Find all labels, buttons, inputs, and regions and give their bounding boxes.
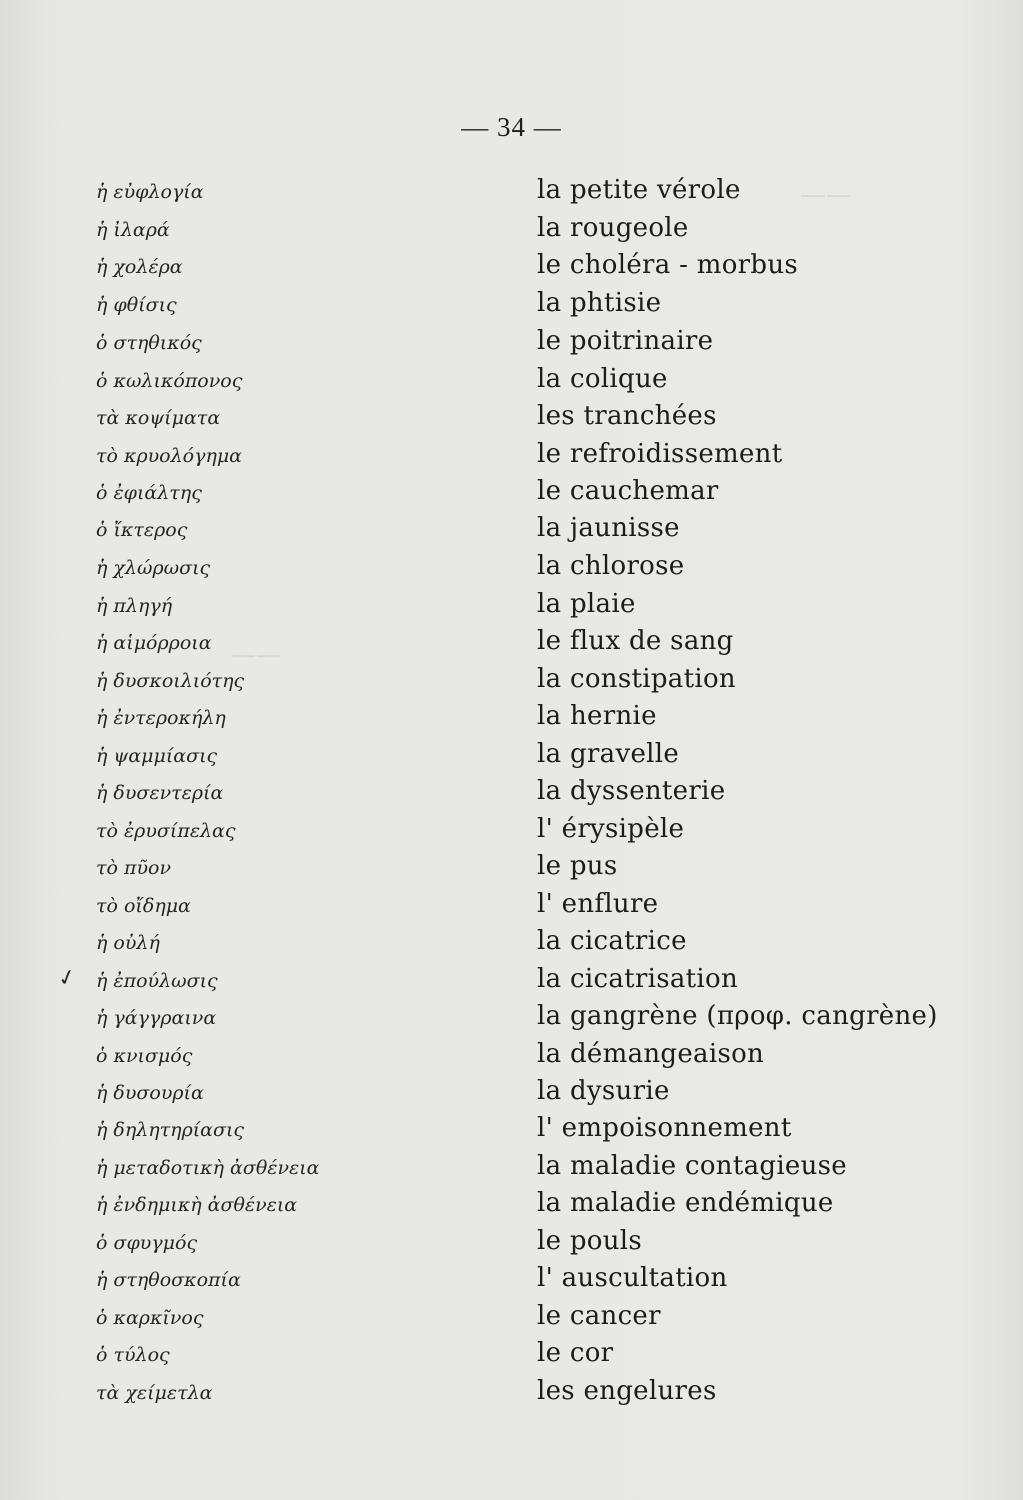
french-term: le cauchemar xyxy=(537,476,719,506)
vocabulary-entry xyxy=(0,814,1023,851)
french-term: la démangeaison xyxy=(537,1039,765,1069)
french-term: l' érysipèle xyxy=(537,814,685,844)
greek-term: ὁ κωλικόπονος xyxy=(96,370,243,392)
greek-term: ἡ ἐντεροκήλη xyxy=(96,707,226,729)
vocabulary-entry xyxy=(0,439,1023,476)
vocabulary-entry xyxy=(0,1263,1023,1300)
vocabulary-entry xyxy=(0,1338,1023,1375)
greek-term: ἡ φθίσις xyxy=(96,294,177,316)
greek-term: ἡ δηλητηρίασις xyxy=(96,1119,245,1141)
vocabulary-entry xyxy=(0,1226,1023,1263)
greek-term: ἡ ἐπούλωσις xyxy=(96,970,218,992)
french-term: la maladie endémique xyxy=(537,1188,834,1218)
french-term: l' enflure xyxy=(537,889,659,919)
vocabulary-entry xyxy=(0,1001,1023,1038)
vocabulary-entry xyxy=(0,476,1023,513)
french-term: le poitrinaire xyxy=(537,326,714,356)
vocabulary-entry xyxy=(0,1076,1023,1113)
greek-term: ἡ δυσκοιλιότης xyxy=(96,670,245,692)
french-term: la dyssenterie xyxy=(537,776,726,806)
vocabulary-entry xyxy=(0,513,1023,550)
french-term: la colique xyxy=(537,364,668,394)
french-term: la plaie xyxy=(537,589,636,619)
vocabulary-entry xyxy=(0,626,1023,663)
french-term: la dysurie xyxy=(537,1076,670,1106)
greek-term: τὸ κρυολόγημα xyxy=(96,445,243,467)
french-term: la hernie xyxy=(537,701,657,731)
french-term: le pouls xyxy=(537,1226,643,1256)
vocabulary-entry xyxy=(0,288,1023,325)
greek-term: ἡ ἐνδημικὴ ἀσθένεια xyxy=(96,1194,298,1216)
greek-term: τὸ πῦον xyxy=(96,857,172,879)
greek-term: ὁ καρκῖνος xyxy=(96,1307,204,1329)
greek-term: τὰ χείμετλα xyxy=(96,1382,213,1404)
french-term: la gravelle xyxy=(537,739,680,769)
vocabulary-entry xyxy=(0,1301,1023,1338)
french-term: le choléra - morbus xyxy=(537,250,799,280)
greek-term: ὁ στηθικός xyxy=(96,332,202,354)
greek-term: ἡ δυσεντερία xyxy=(96,782,224,804)
vocabulary-entry xyxy=(0,776,1023,813)
greek-term: ἡ ψαμμίασις xyxy=(96,745,218,767)
bleed-through-text: —— xyxy=(230,640,282,670)
greek-term: ἡ μεταδοτικὴ ἀσθένεια xyxy=(96,1157,320,1179)
vocabulary-entry xyxy=(0,551,1023,588)
french-term: la rougeole xyxy=(537,213,689,243)
greek-term: ἡ ἰλαρά xyxy=(96,219,170,241)
french-term: la chlorose xyxy=(537,551,685,581)
vocabulary-entry xyxy=(0,889,1023,926)
vocabulary-entry xyxy=(0,175,1023,212)
greek-term: ἡ γάγγραινα xyxy=(96,1007,217,1029)
greek-term: ἡ πληγή xyxy=(96,595,173,617)
vocabulary-entry xyxy=(0,250,1023,287)
french-term: l' auscultation xyxy=(537,1263,728,1293)
vocabulary-entry xyxy=(0,213,1023,250)
vocabulary-entry xyxy=(0,664,1023,701)
vocabulary-entry xyxy=(0,1188,1023,1225)
page-number: — 34 — xyxy=(461,112,562,142)
greek-term: ἡ εὐφλογία xyxy=(96,181,204,203)
handwritten-check-mark: ✓ xyxy=(55,964,80,993)
greek-term: ὁ κνισμός xyxy=(96,1045,193,1067)
greek-term: ἡ χολέρα xyxy=(96,256,183,278)
greek-term: ἡ χλώρωσις xyxy=(96,557,211,579)
french-term: la phtisie xyxy=(537,288,662,318)
vocabulary-entry xyxy=(0,1376,1023,1413)
vocabulary-entry xyxy=(0,401,1023,438)
french-term: le refroidissement xyxy=(537,439,783,469)
bleed-through-text: —— xyxy=(800,180,852,210)
french-term: la jaunisse xyxy=(537,513,680,543)
french-term: le cancer xyxy=(537,1301,661,1331)
vocabulary-entry xyxy=(0,739,1023,776)
greek-term: τὰ κοψίματα xyxy=(96,407,221,429)
vocabulary-entry xyxy=(0,926,1023,963)
vocabulary-entry xyxy=(0,326,1023,363)
greek-term: ὁ σφυγμός xyxy=(96,1232,198,1254)
french-term: la gangrène (προφ. cangrène) xyxy=(537,1001,938,1031)
french-term: l' empoisonnement xyxy=(537,1113,792,1143)
greek-term: ὁ ἐφιάλτης xyxy=(96,482,202,504)
greek-term: ὁ ἴκτερος xyxy=(96,519,188,541)
greek-term: ὁ τύλος xyxy=(96,1344,170,1366)
french-term: le flux de sang xyxy=(537,626,734,656)
greek-term: ἡ δυσουρία xyxy=(96,1082,204,1104)
french-term: les tranchées xyxy=(537,401,717,431)
vocabulary-entry xyxy=(0,1039,1023,1076)
french-term: les engelures xyxy=(537,1376,717,1406)
french-term: le cor xyxy=(537,1338,614,1368)
vocabulary-entry xyxy=(0,1113,1023,1150)
french-term: la maladie contagieuse xyxy=(537,1151,847,1181)
french-term: la constipation xyxy=(537,664,736,694)
vocabulary-entry xyxy=(0,589,1023,626)
greek-term: ἡ οὐλή xyxy=(96,932,160,954)
greek-term: ἡ αἱμόρροια xyxy=(96,632,212,654)
greek-term: ἡ στηθοσκοπία xyxy=(96,1269,241,1291)
vocabulary-entry xyxy=(0,1151,1023,1188)
french-term: le pus xyxy=(537,851,618,881)
greek-term: τὸ ἐρυσίπελας xyxy=(96,820,236,842)
french-term: la cicatrisation xyxy=(537,964,739,994)
vocabulary-entry xyxy=(0,364,1023,401)
french-term: la cicatrice xyxy=(537,926,687,956)
vocabulary-entry xyxy=(0,701,1023,738)
vocabulary-entry xyxy=(0,964,1023,1001)
french-term: la petite vérole xyxy=(537,175,741,205)
vocabulary-entry xyxy=(0,851,1023,888)
greek-term: τὸ οἴδημα xyxy=(96,895,191,917)
